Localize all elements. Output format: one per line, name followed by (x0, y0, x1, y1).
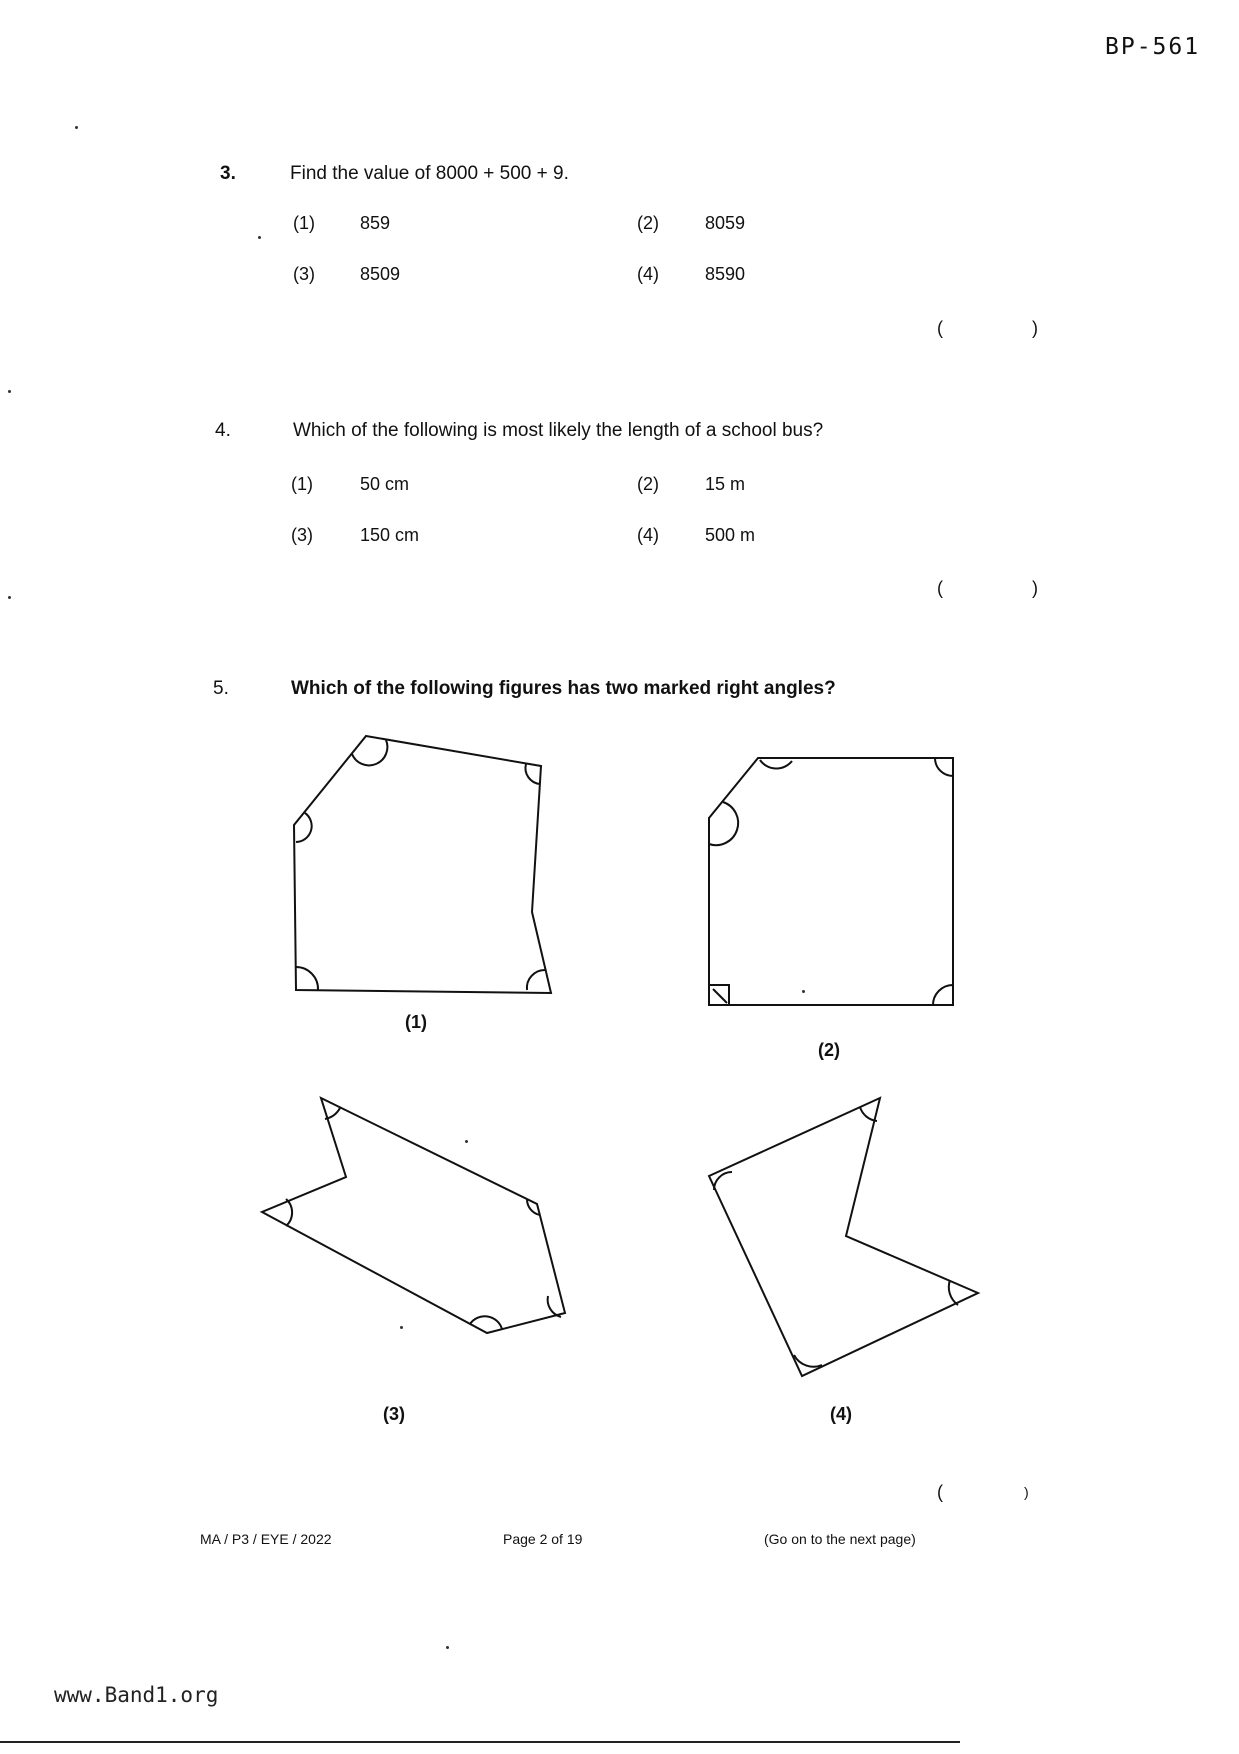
footer-paper-ref: MA / P3 / EYE / 2022 (200, 1531, 332, 1547)
figure-label: (4) (830, 1404, 852, 1424)
option-text: 15 m (705, 474, 746, 494)
figure-label: (1) (405, 1012, 427, 1032)
question-text: Find the value of 8000 + 500 + 9. (290, 163, 569, 184)
option-label: (2) (637, 213, 659, 233)
footer-continue-note: (Go on to the next page) (764, 1531, 916, 1547)
option-text: 8590 (705, 264, 746, 284)
question-number: 3. (220, 163, 236, 184)
answer-bracket-open: ( (937, 1482, 943, 1502)
option-label: (1) (291, 474, 313, 494)
question-number: 4. (215, 420, 231, 441)
option-text: 8509 (360, 264, 401, 284)
question-text: Which of the following figures has two marked right angles? (291, 678, 836, 699)
option-label: (2) (637, 474, 659, 494)
option-text: 50 cm (360, 474, 410, 494)
answer-bracket-close: ) (1032, 578, 1038, 598)
option-label: (3) (293, 264, 315, 284)
option-label: (4) (637, 264, 659, 284)
scan-speck (465, 1140, 468, 1143)
option-label: (4) (637, 525, 659, 545)
scan-speck (400, 1326, 403, 1329)
watermark-url: www.Band1.org (54, 1683, 219, 1707)
option-text: 859 (360, 213, 391, 233)
question-text: Which of the following is most likely the length of a school bus? (293, 420, 824, 441)
answer-bracket-close: ) (1032, 318, 1038, 338)
answer-bracket-open: ( (937, 578, 943, 598)
option-label: (1) (293, 213, 315, 233)
question-number: 5. (213, 678, 229, 699)
paper-code: BP-561 (1105, 34, 1201, 60)
scan-speck (802, 990, 805, 993)
figure-label: (3) (383, 1404, 405, 1424)
option-label: (3) (291, 525, 313, 545)
option-text: 150 cm (360, 525, 420, 545)
figure-label: (2) (818, 1040, 840, 1060)
answer-bracket-close: ) (1024, 1484, 1029, 1500)
option-text: 500 m (705, 525, 756, 545)
bottom-rule (0, 1741, 960, 1743)
footer-page-number: Page 2 of 19 (503, 1531, 583, 1547)
option-text: 8059 (705, 213, 746, 233)
answer-bracket-open: ( (937, 318, 943, 338)
scan-speck (446, 1646, 449, 1649)
